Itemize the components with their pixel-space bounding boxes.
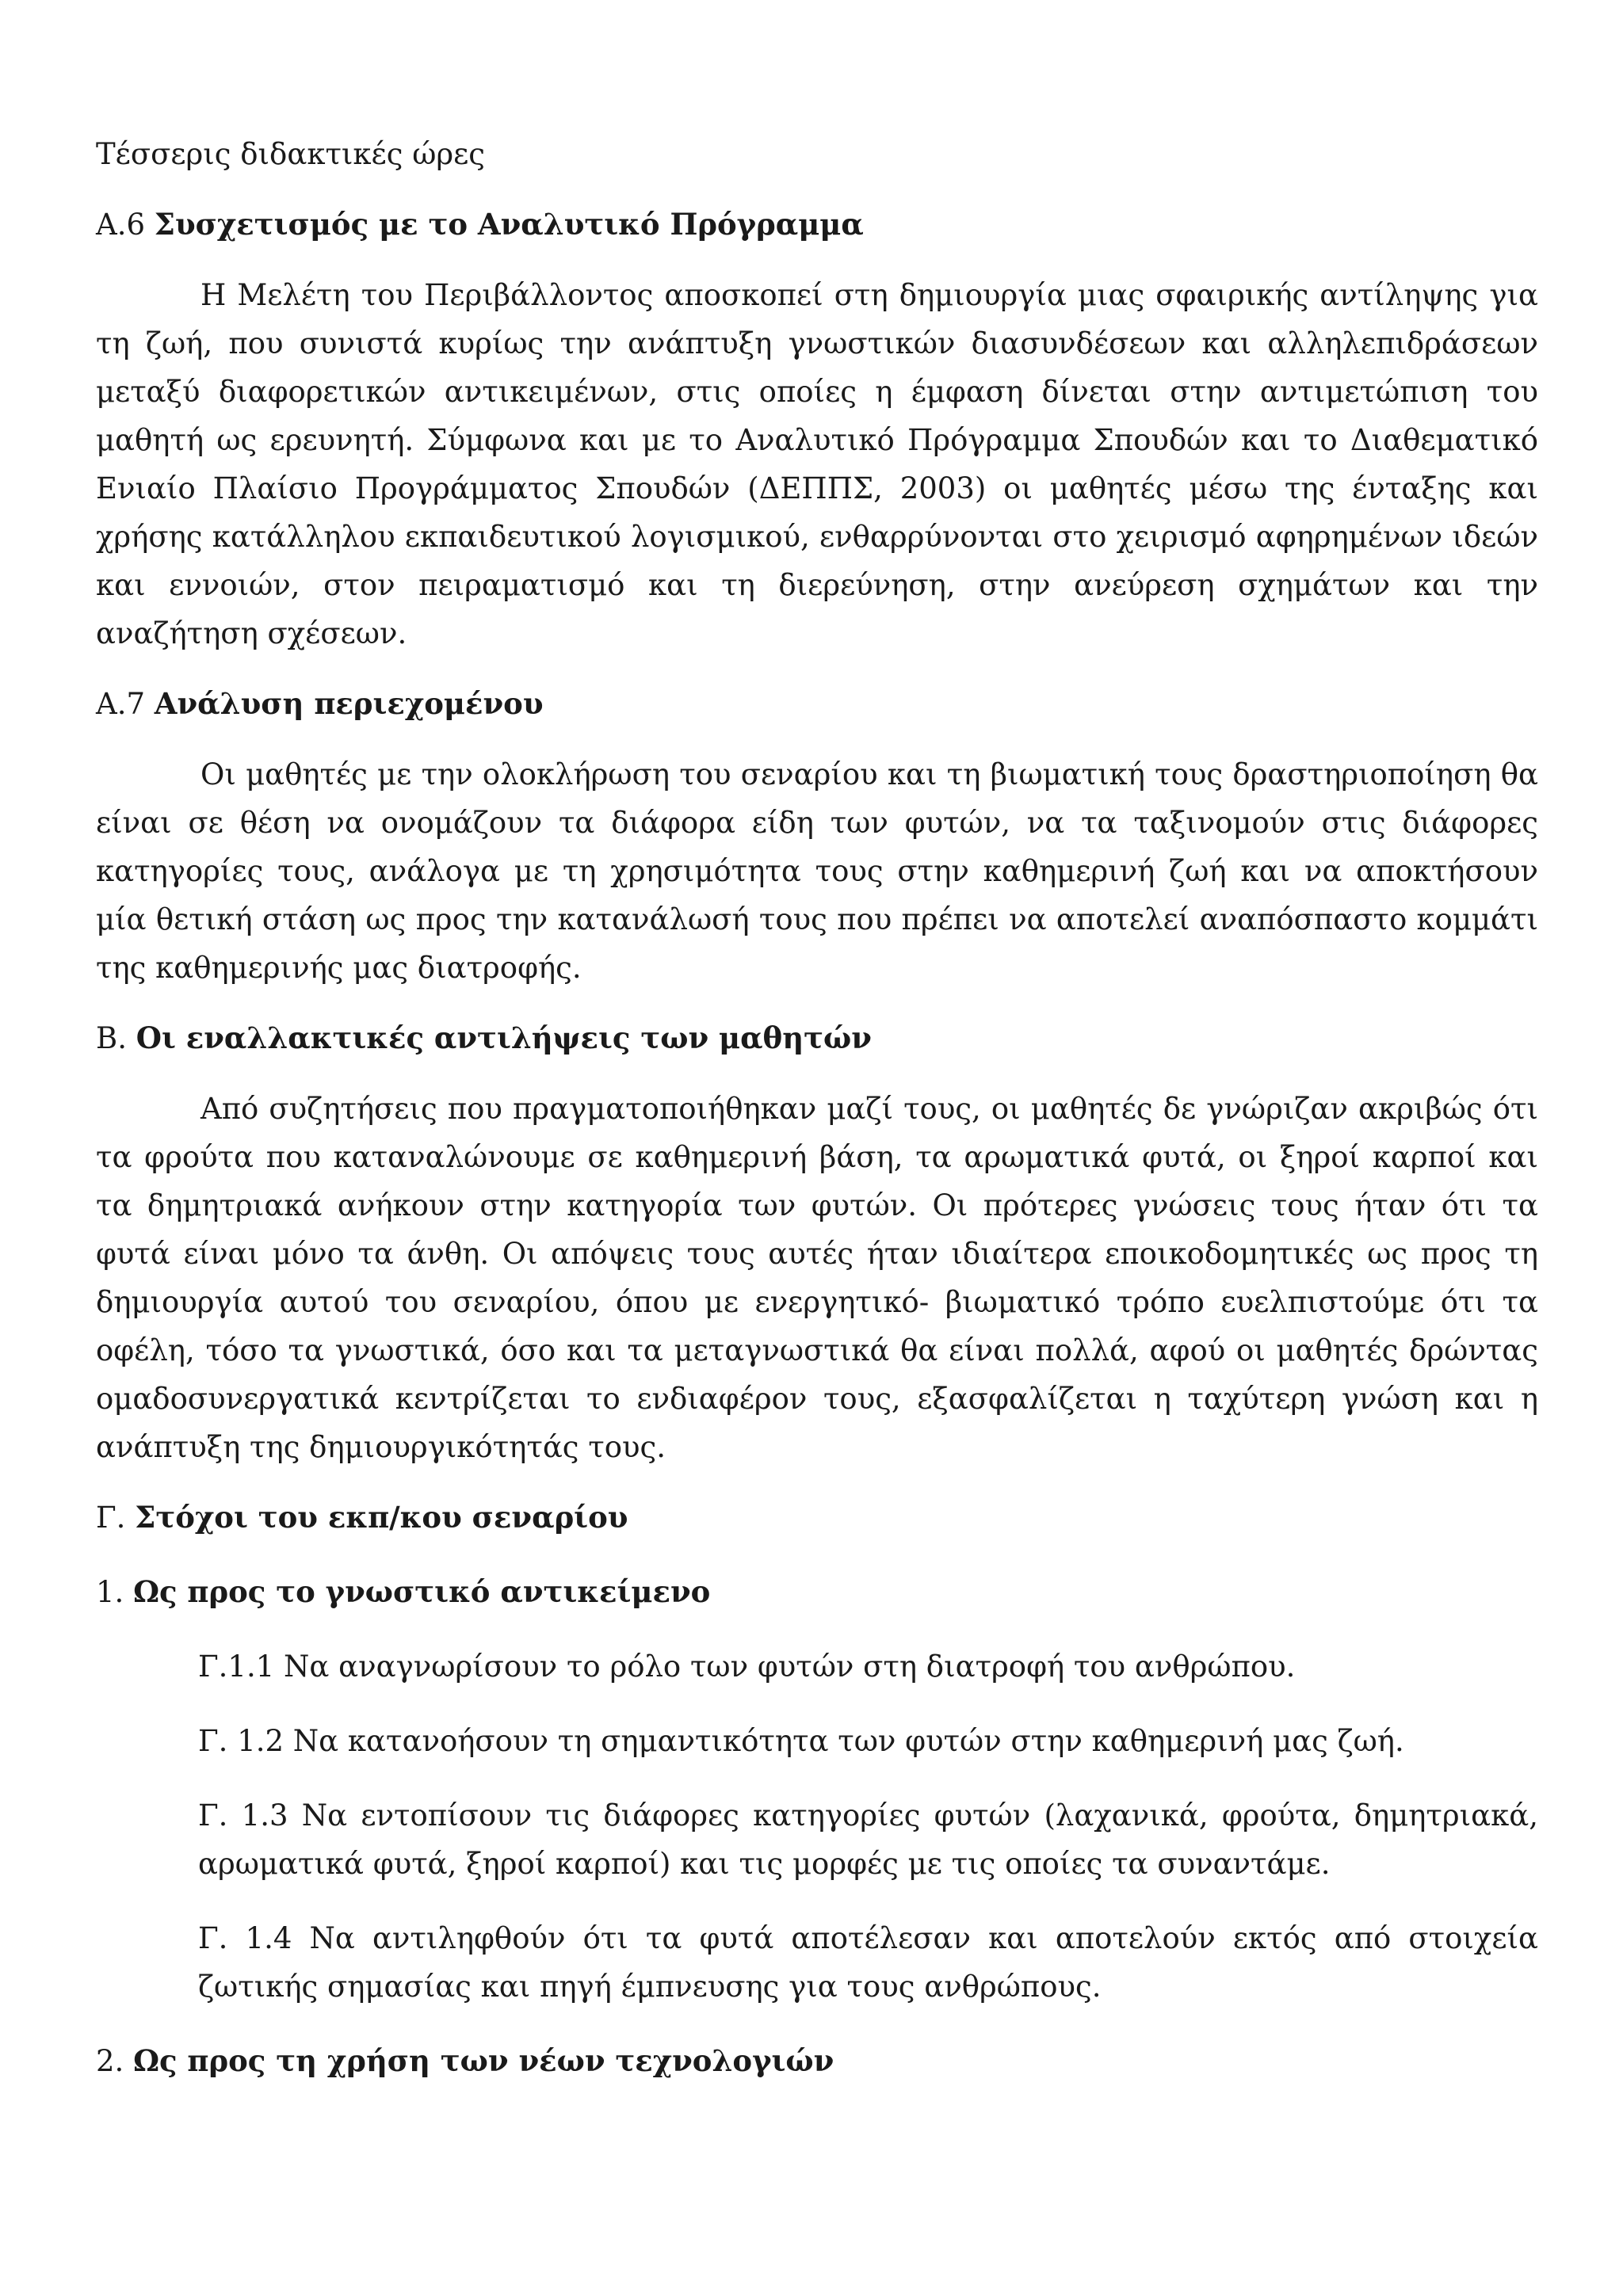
objective-item: Γ. 1.2 Να κατανοήσουν τη σημαντικότητα των φυτών στην καθημερινή μας ζωή.: [198, 1724, 1404, 1758]
objective-item: Γ. 1.4 Να αντιληφθούν ότι τα φυτά αποτέλεσαν και αποτελούν εκτός από στοιχεία ζωτικής σημασίας και πηγή έμπνευσης για τους ανθρώπους.: [198, 1921, 1538, 2004]
section-a7-number: Α.7: [96, 687, 155, 721]
section-a6-title: Συσχετισμός με το Αναλυτικό Πρόγραμμα: [154, 207, 864, 242]
section-b-paragraph: Από συζητήσεις που πραγματοποιήθηκαν μαζί τους, οι μαθητές δε γνώριζαν ακριβώς ότι τα φρούτα που καταναλώνουμε σε καθημερινή βάση, τα αρωματικά φυτά, οι ξηροί καρποί και τα δημητριακά ανήκουν στην κατηγορία των φυτών. Οι πρότερες γνώσεις τους ήταν ότι τα φυτά είναι μόνο τα άνθη. Οι απόψεις τους αυτές ήταν ιδιαίτερα εποικοδομητικές ως προς τη δημιουργία αυτού του σεναρίου, όπου με ενεργητικό- βιωματικό τρόπο ευελπιστούμε ότι τα οφέλη, τόσο τα γνωστικά, όσο και τα μεταγνωστικά θα είναι πολλά, αφού οι μαθητές δρώντας ομαδοσυνεργατικά κεντρίζεται το ενδιαφέρον τους, εξασφαλίζεται η ταχύτερη γνώση και η ανάπτυξη της δημιουργικότητάς τους.: [96, 1092, 1538, 1464]
objective-item: Γ.1.1 Να αναγνωρίσουν το ρόλο των φυτών στη διατροφή του ανθρώπου.: [198, 1650, 1296, 1684]
section-c-number: Γ.: [96, 1501, 136, 1535]
section-b-number: Β.: [96, 1021, 136, 1055]
subsection-2-title: Ως προς τη χρήση των νέων τεχνολογιών: [133, 2043, 834, 2078]
subsection-2-heading: [96, 2037, 1538, 2085]
section-a7-heading: [96, 680, 1538, 728]
subsection-1-title: Ως προς το γνωστικό αντικείμενο: [133, 1574, 711, 1609]
section-a6-heading: [96, 200, 1538, 249]
section-a7-title: Ανάλυση περιεχομένου: [154, 686, 544, 721]
objective-item: Γ. 1.3 Να εντοπίσουν τις διάφορες κατηγορίες φυτών (λαχανικά, φρούτα, δημητριακά, αρωματικά φυτά, ξηροί καρποί) και τις μορφές με τις οποίες τα συναντάμε.: [198, 1798, 1538, 1881]
section-b-title: Οι εναλλακτικές αντιλήψεις των μαθητών: [136, 1020, 872, 1055]
subsection-1-heading: [96, 1568, 1538, 1616]
section-a6-paragraph: Η Μελέτη του Περιβάλλοντος αποσκοπεί στη δημιουργία μιας σφαιρικής αντίληψης για τη ζωή, που συνιστά κυρίως την ανάπτυξη γνωστικών διασυνδέσεων και αλληλεπιδράσεων μεταξύ διαφορετικών αντικειμένων, στις οποίες η έμφαση δίνεται στην αντιμετώπιση του μαθητή ως ερευνητή. Σύμφωνα και με το Αναλυτικό Πρόγραμμα Σπουδών και το Διαθεματικό Ενιαίο Πλαίσιο Προγράμματος Σπουδών (ΔΕΠΠΣ, 2003) οι μαθητές μέσω της ένταξης και χρήσης κατάλληλου εκπαιδευτικού λογισμικού, ενθαρρύνονται στο χειρισμό αφηρημένων ιδεών και εννοιών, στον πειραματισμό και τη διερεύνηση, στην ανεύρεση σχημάτων και την αναζήτηση σχέσεων.: [96, 278, 1538, 650]
section-a6-number: Α.6: [96, 208, 155, 242]
section-a7-paragraph: Οι μαθητές με την ολοκλήρωση του σεναρίου και τη βιωματική τους δραστηριοποίηση θα είναι σε θέση να ονομάζουν τα διάφορα είδη των φυτών, να τα ταξινομούν στις διάφορες κατηγορίες τους, ανάλογα με τη χρησιμότητα τους στην καθημερινή ζωή και να αποκτήσουν μία θετική στάση ως προς την κατανάλωσή τους που πρέπει να αποτελεί αναπόσπαστο κομμάτι της καθημερινής μας διατροφής.: [96, 757, 1538, 985]
subsection-1-number: 1.: [96, 1575, 134, 1609]
section-b-heading: [96, 1014, 1538, 1062]
section-c-heading: [96, 1493, 1538, 1542]
subsection-2-number: 2.: [96, 2044, 134, 2078]
section-c-title: Στόχοι του εκπ/κου σεναρίου: [135, 1500, 628, 1535]
teaching-hours-line: Τέσσερις διδακτικές ώρες: [96, 137, 486, 171]
